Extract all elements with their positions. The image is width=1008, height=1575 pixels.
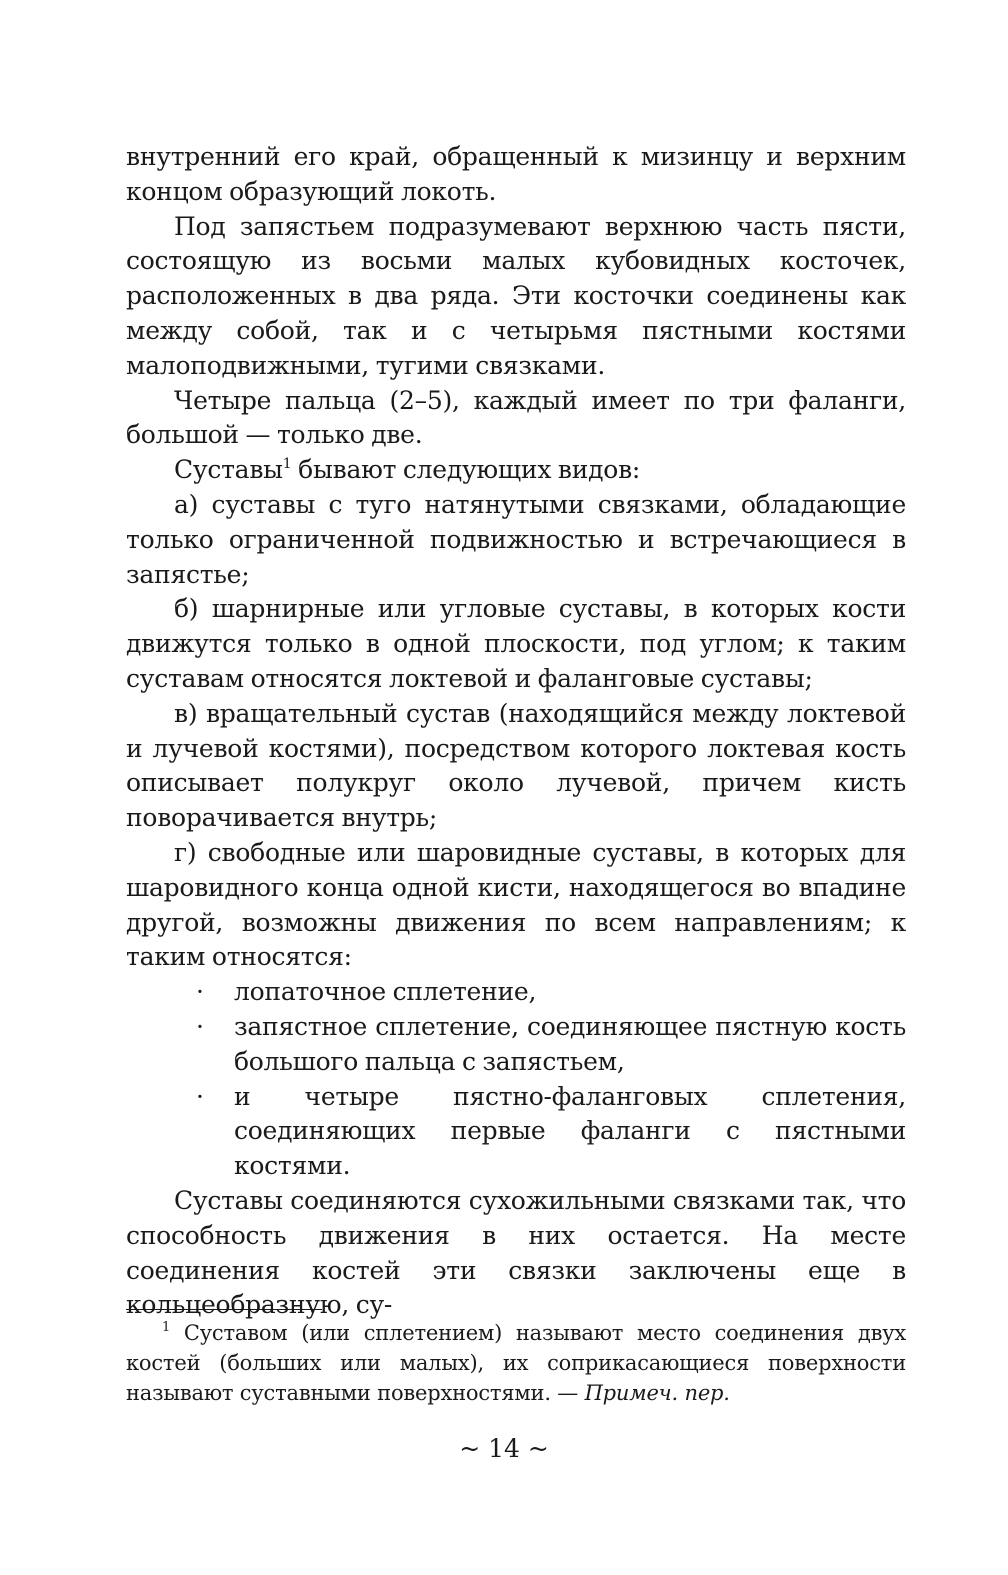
joints-word: Суставы <box>174 455 283 485</box>
paragraph-item-a: а) суставы с туго натянутыми связками, обладающие только ограниченной подвижностью и встречающиеся в запястье; <box>126 489 906 589</box>
footnote-reference: 1 <box>282 456 292 473</box>
page-number: ~ 14 ~ <box>459 1434 549 1463</box>
paragraph-continuation: внутренний его край, обращенный к мизинцу и верхним концом образующий локоть. <box>126 142 906 206</box>
page-body <box>126 140 906 1323</box>
bullet-text: и четыре пястно-фаланговых сплетения, соединяющих первые фаланги с пястными костями. <box>234 1081 906 1181</box>
footnote-number: 1 <box>162 1320 171 1335</box>
bullet-list <box>126 975 906 1184</box>
paragraph-item-g: г) свободные или шаровидные суставы, в которых для шаровидного конца одной кисти, находящегося во впадине другой, возможны движения по всем направлениям; к таким относятся: <box>126 837 906 972</box>
bullet-dot-icon: · <box>196 1081 204 1111</box>
paragraph-item-b: б) шарнирные или угловые суставы, в которых кости движутся только в одной плоскости, под углом; к таким суставам относятся локтевой и фаланговые суставы; <box>126 594 906 693</box>
footnote <box>126 1318 906 1408</box>
bullet-dot-icon: · <box>196 1011 204 1041</box>
joints-types-text: бывают следующих видов: <box>291 455 641 485</box>
paragraph-wrist: Под запястьем подразумевают верхнюю часть пясти, состоящую из восьми малых кубовидных косточек, расположенных в два ряда. Эти косточки соединены как между собой, так и с четырьмя пястными костями малоподвижными, тугими связками. <box>126 211 906 380</box>
bullet-dot-icon: · <box>196 977 204 1007</box>
footnote-text: Суставом (или сплетением) называют место соединения двух костей (больших или малых), их соприкасающиеся поверхности называют суставными поверхностями. — <box>126 1321 906 1405</box>
paragraph-item-v: в) вращательный сустав (находящийся между локтевой и лучевой костями), посредством которого локтевая кость описывает полукруг около лучевой, причем кисть поворачивается внутрь; <box>126 698 906 833</box>
bullet-item <box>126 975 906 1010</box>
bullet-item <box>126 1080 906 1184</box>
bullet-text: лопаточное сплетение, <box>234 977 537 1007</box>
bullet-text: запястное сплетение, соединяющее пястную кость большого пальца с запястьем, <box>234 1011 906 1076</box>
bullet-item <box>126 1010 906 1080</box>
footnote-divider <box>126 1309 322 1310</box>
paragraph-joint-types <box>126 453 906 488</box>
paragraph-fingers: Четыре пальца (2–5), каждый имеет по три фаланги, большой — только две. <box>126 385 906 450</box>
translator-note-label: Примеч. пер. <box>584 1381 730 1405</box>
paragraph-ligaments: Суставы соединяются сухожильными связками так, что способность движения в них остается. На месте соединения костей эти связки заключены еще в кольцеобразную, су- <box>126 1185 906 1320</box>
